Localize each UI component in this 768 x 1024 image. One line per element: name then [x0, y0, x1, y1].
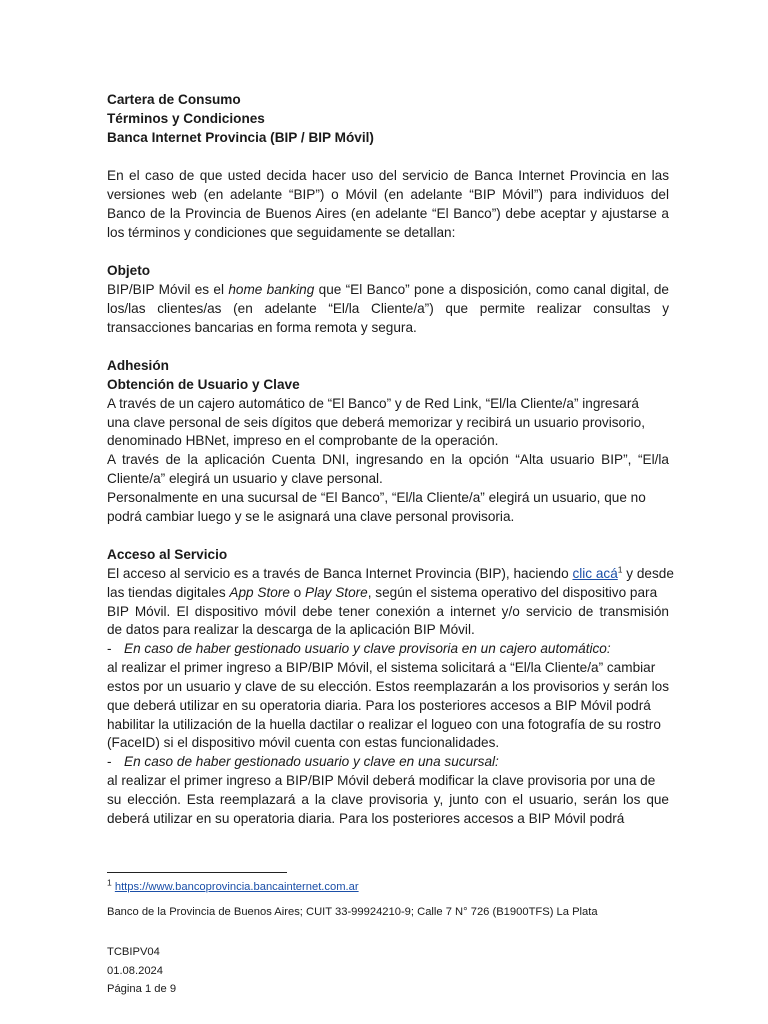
adhesion-line: denominado HBNet, impreso en el comprobante de la operación. — [107, 433, 499, 449]
acceso-line: BIP Móvil. El dispositivo móvil debe tener conexión a internet y/o servicio de transmisión — [107, 603, 669, 619]
intro-line: los términos y condiciones que seguidamente se detallan: — [107, 224, 456, 240]
footnote-number: 1 — [107, 877, 112, 888]
adhesion-line: A través de un cajero automático de “El Banco” y de Red Link, “El/la Cliente/a” ingresará — [107, 395, 639, 411]
objeto-line: BIP/BIP Móvil es el home banking que “El Banco” pone a disposición, como canal digital, de — [107, 281, 669, 297]
adhesion-subheading: Obtención de Usuario y Clave — [107, 376, 300, 392]
objeto-section — [107, 262, 669, 337]
intro-line: Banco de la Provincia de Buenos Aires (en adelante “El Banco”) debe aceptar y ajustarse a — [107, 205, 669, 221]
acceso-line: deberá utilizar en su operatoria diaria. Para los posteriores accesos a BIP Móvil podrá — [107, 810, 625, 826]
acceso-line: al realizar el primer ingreso a BIP/BIP Móvil deberá modificar la clave provisoria por una de — [107, 773, 656, 789]
acceso-line: El acceso al servicio es a través de Banca Internet Provincia (BIP), haciendo clic acá$^1$ y desde — [107, 564, 674, 581]
adhesion-line: podrá cambiar luego y se le asignará una clave personal provisoria. — [107, 508, 515, 524]
page-number: Página 1 de 9 — [107, 983, 177, 995]
acceso-line: habilitar la utilización de la huella dactilar o realizar el logueo con una fotografía de su rostro — [107, 716, 661, 732]
adhesion-line: A través de la aplicación Cuenta DNI, ingresando en la opción “Alta usuario BIP”, “El/la — [107, 452, 669, 468]
intro-line: versiones web (en adelante “BIP”) o Móvil (en adelante “BIP Móvil”) para individuos del — [107, 186, 669, 202]
header-line-1: Cartera de Consumo — [107, 92, 241, 107]
document-header — [107, 91, 669, 148]
acceso-line: que deberá utilizar en su operatoria diaria. Para los posteriores accesos a BIP Móvil podrá — [107, 697, 651, 713]
adhesion-line: Cliente/a” elegirá un usuario y clave personal. — [107, 471, 383, 487]
footer-address: Banco de la Provincia de Buenos Aires; CUIT 33-99924210-9; Calle 7 N° 726 (B1900TFS) La Plata — [107, 906, 598, 918]
objeto-line: transacciones bancarias en forma remota y segura. — [107, 319, 417, 335]
header-line-2: Términos y Condiciones — [107, 110, 265, 126]
clic-aca-link[interactable]: clic acá — [572, 565, 618, 581]
acceso-line: al realizar el primer ingreso a BIP/BIP Móvil, el sistema solicitará a “El/la Cliente/a” cambiar — [107, 660, 656, 676]
acceso-line: de datos para realizar la descarga de la aplicación BIP Móvil. — [107, 622, 475, 638]
acceso-section — [107, 546, 674, 829]
footnote-ref: 1 — [617, 564, 623, 575]
acceso-heading: Acceso al Servicio — [107, 547, 228, 562]
acceso-line: su elección. Esta reemplazará a la clave provisoria y, junto con el usuario, serán los que — [107, 791, 669, 807]
footnote-separator — [107, 872, 287, 873]
intro-line: En el caso de que usted decida hacer uso del servicio de Banca Internet Provincia en las — [107, 168, 669, 183]
objeto-line: los/las clientes/as (en adelante “El/la Cliente/a”) que permite realizar consultas y — [107, 300, 669, 316]
adhesion-heading: Adhesión — [107, 358, 169, 373]
document-code: TCBIPV04 — [107, 946, 160, 958]
header-line-3: Banca Internet Provincia (BIP / BIP Móvil) — [107, 129, 374, 145]
acceso-line: (FaceID) si el dispositivo móvil cuenta con estas funcionalidades. — [107, 735, 500, 751]
bullet-cajero: - En caso de haber gestionado usuario y clave provisoria en un cajero automático: — [107, 641, 611, 657]
objeto-heading: Objeto — [107, 263, 151, 278]
adhesion-section — [107, 357, 669, 527]
adhesion-line: una clave personal de seis dígitos que deberá memorizar y recibirá un usuario provisorio, — [107, 414, 645, 430]
acceso-line: estos por un usuario y clave de su elección. Estos reemplazarán a los provisorios y serán los — [107, 678, 669, 694]
footnote-url-link[interactable]: https://www.bancoprovincia.bancainternet.com.ar — [114, 881, 359, 893]
document-date: 01.08.2024 — [107, 964, 163, 977]
bullet-sucursal: - En caso de haber gestionado usuario y clave en una sucursal: — [107, 754, 499, 770]
footnote — [107, 877, 669, 895]
intro-paragraph — [107, 167, 669, 242]
adhesion-line: Personalmente en una sucursal de “El Banco”, “El/la Cliente/a” elegirá un usuario, que no — [107, 489, 646, 505]
acceso-line: las tiendas digitales App Store o Play Store, según el sistema operativo del dispositivo para — [107, 584, 658, 600]
document-footer — [107, 943, 669, 999]
